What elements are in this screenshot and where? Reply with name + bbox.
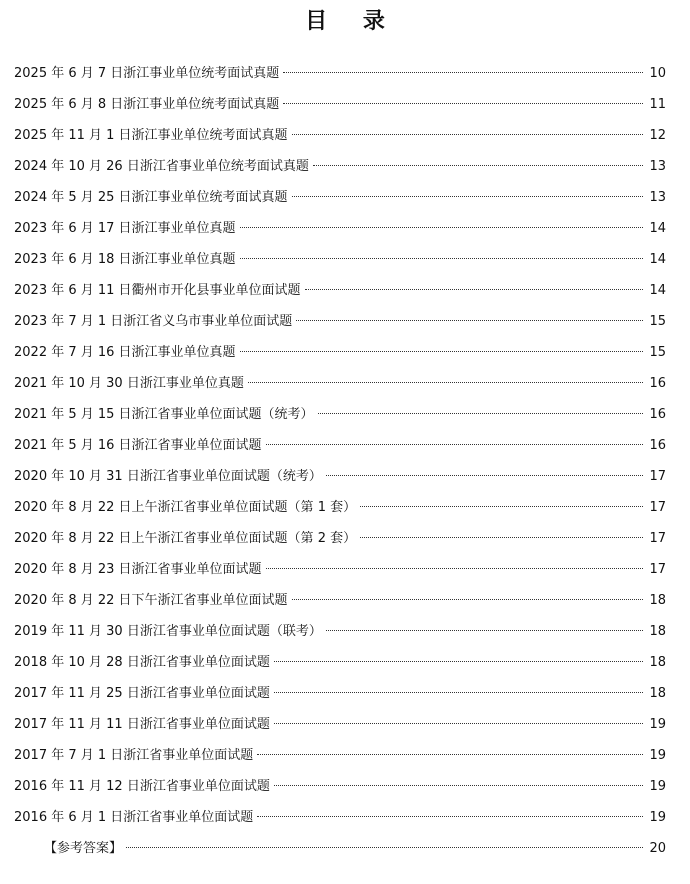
toc-page-number[interactable]: 18 (649, 655, 666, 670)
toc-entry[interactable] (14, 620, 666, 651)
toc-entry[interactable] (14, 372, 666, 403)
toc-page-number[interactable]: 18 (649, 686, 666, 701)
dot-leader (274, 785, 644, 786)
toc-page-number[interactable]: 14 (649, 283, 666, 298)
toc-page-number[interactable]: 17 (649, 469, 666, 484)
toc-entry[interactable] (14, 93, 666, 124)
toc-page-number[interactable]: 18 (649, 593, 666, 608)
toc-page-number[interactable]: 17 (649, 562, 666, 577)
toc-entry[interactable] (14, 651, 666, 682)
toc-entry-title[interactable]: 2017 年 11 月 11 日浙江省事业单位面试题 (14, 717, 270, 732)
toc-entry-title[interactable]: 2021 年 10 月 30 日浙江事业单位真题 (14, 376, 244, 391)
dot-leader (266, 444, 644, 445)
toc-entry-title[interactable]: 2021 年 5 月 16 日浙江省事业单位面试题 (14, 438, 262, 453)
toc-entry-title[interactable]: 2019 年 11 月 30 日浙江省事业单位面试题（联考） (14, 624, 322, 639)
dot-leader (313, 165, 644, 166)
toc-page-number[interactable]: 10 (649, 66, 666, 81)
toc-entry[interactable] (14, 341, 666, 372)
toc-entry[interactable] (14, 62, 666, 93)
dot-leader (283, 72, 643, 73)
toc-entry[interactable] (14, 279, 666, 310)
toc-entry[interactable] (14, 310, 666, 341)
dot-leader (274, 692, 644, 693)
dot-leader (257, 754, 643, 755)
toc-entry-title[interactable]: 2021 年 5 月 15 日浙江省事业单位面试题（统考） (14, 407, 314, 422)
dot-leader (326, 475, 644, 476)
toc-page-number[interactable]: 16 (649, 438, 666, 453)
toc-page-number[interactable]: 19 (649, 779, 666, 794)
dot-leader (326, 630, 644, 631)
toc-page-number[interactable]: 19 (649, 810, 666, 825)
toc-entry[interactable] (14, 403, 666, 434)
toc-entry-title[interactable]: 2020 年 10 月 31 日浙江省事业单位面试题（统考） (14, 469, 322, 484)
toc-entry-title[interactable]: 2020 年 8 月 23 日浙江省事业单位面试题 (14, 562, 262, 577)
toc-page-number[interactable]: 17 (649, 531, 666, 546)
toc-entry-title[interactable]: 2020 年 8 月 22 日上午浙江省事业单位面试题（第 1 套） (14, 500, 357, 515)
toc-page-number[interactable]: 19 (649, 748, 666, 763)
dot-leader (360, 537, 643, 538)
toc-entry-title[interactable]: 2022 年 7 月 16 日浙江事业单位真题 (14, 345, 236, 360)
toc-page-number[interactable]: 15 (649, 314, 666, 329)
toc-entry[interactable] (14, 744, 666, 775)
toc-entry-title[interactable]: 【参考答案】 (44, 841, 123, 856)
toc-entry-title[interactable]: 2023 年 6 月 17 日浙江事业单位真题 (14, 221, 236, 236)
dot-leader (274, 723, 644, 724)
toc-entry-title[interactable]: 2023 年 7 月 1 日浙江省义乌市事业单位面试题 (14, 314, 293, 329)
toc-entry[interactable] (14, 186, 666, 217)
toc-entry-title[interactable]: 2024 年 5 月 25 日浙江事业单位统考面试真题 (14, 190, 288, 205)
toc-page-number[interactable]: 14 (649, 252, 666, 267)
toc-entry[interactable] (14, 217, 666, 248)
toc-page-number[interactable]: 13 (649, 190, 666, 205)
toc-entry-title[interactable]: 2025 年 6 月 8 日浙江事业单位统考面试真题 (14, 97, 280, 112)
toc-entry-title[interactable]: 2016 年 11 月 12 日浙江省事业单位面试题 (14, 779, 270, 794)
toc-entry-title[interactable]: 2025 年 6 月 7 日浙江事业单位统考面试真题 (14, 66, 280, 81)
dot-leader (240, 351, 644, 352)
toc-page-number[interactable]: 15 (649, 345, 666, 360)
toc-entry-title[interactable]: 2020 年 8 月 22 日上午浙江省事业单位面试题（第 2 套） (14, 531, 357, 546)
toc-entry-title[interactable]: 2023 年 6 月 11 日衢州市开化县事业单位面试题 (14, 283, 301, 298)
toc-entry[interactable] (14, 589, 666, 620)
toc-entry[interactable] (14, 155, 666, 186)
toc-entry[interactable] (14, 465, 666, 496)
dot-leader (318, 413, 644, 414)
toc-page-number[interactable]: 11 (649, 97, 666, 112)
toc-page-number[interactable]: 19 (649, 717, 666, 732)
dot-leader (305, 289, 644, 290)
toc-entry[interactable] (14, 527, 666, 558)
toc-entry[interactable] (14, 713, 666, 744)
toc-entry-answers[interactable] (14, 837, 666, 868)
dot-leader (257, 816, 643, 817)
toc-page-number[interactable]: 14 (649, 221, 666, 236)
dot-leader (126, 847, 643, 848)
toc-entry[interactable] (14, 558, 666, 589)
toc-page-number[interactable]: 13 (649, 159, 666, 174)
toc-page-number[interactable]: 18 (649, 624, 666, 639)
dot-leader (240, 258, 644, 259)
toc-entry-title[interactable]: 2018 年 10 月 28 日浙江省事业单位面试题 (14, 655, 270, 670)
dot-leader (283, 103, 643, 104)
toc-entry-title[interactable]: 2020 年 8 月 22 日下午浙江省事业单位面试题 (14, 593, 288, 608)
toc-page-number[interactable]: 12 (649, 128, 666, 143)
dot-leader (292, 599, 644, 600)
page-title: 目 录 (305, 9, 399, 34)
toc-page-number[interactable]: 20 (649, 841, 666, 856)
dot-leader (240, 227, 644, 228)
toc-entry-title[interactable]: 2025 年 11 月 1 日浙江事业单位统考面试真题 (14, 128, 288, 143)
toc-entry-title[interactable]: 2017 年 11 月 25 日浙江省事业单位面试题 (14, 686, 270, 701)
dot-leader (292, 134, 644, 135)
toc-entry[interactable] (14, 496, 666, 527)
dot-leader (266, 568, 644, 569)
toc-entry[interactable] (14, 775, 666, 806)
toc-entry-title[interactable]: 2023 年 6 月 18 日浙江事业单位真题 (14, 252, 236, 267)
dot-leader (296, 320, 643, 321)
toc-entry[interactable] (14, 682, 666, 713)
toc-entry[interactable] (14, 806, 666, 837)
toc-entry-title[interactable]: 2017 年 7 月 1 日浙江省事业单位面试题 (14, 748, 254, 763)
toc-page-number[interactable]: 16 (649, 376, 666, 391)
toc-page-number[interactable]: 16 (649, 407, 666, 422)
dot-leader (292, 196, 644, 197)
toc-entry-title[interactable]: 2016 年 6 月 1 日浙江省事业单位面试题 (14, 810, 254, 825)
dot-leader (248, 382, 644, 383)
toc-entry-title[interactable]: 2024 年 10 月 26 日浙江省事业单位统考面试真题 (14, 159, 309, 174)
toc-entry[interactable] (14, 248, 666, 279)
toc-entry[interactable] (14, 124, 666, 155)
dot-leader (360, 506, 643, 507)
toc-page-number[interactable]: 17 (649, 500, 666, 515)
dot-leader (274, 661, 644, 662)
table-of-contents (14, 62, 666, 868)
toc-entry[interactable] (14, 434, 666, 465)
